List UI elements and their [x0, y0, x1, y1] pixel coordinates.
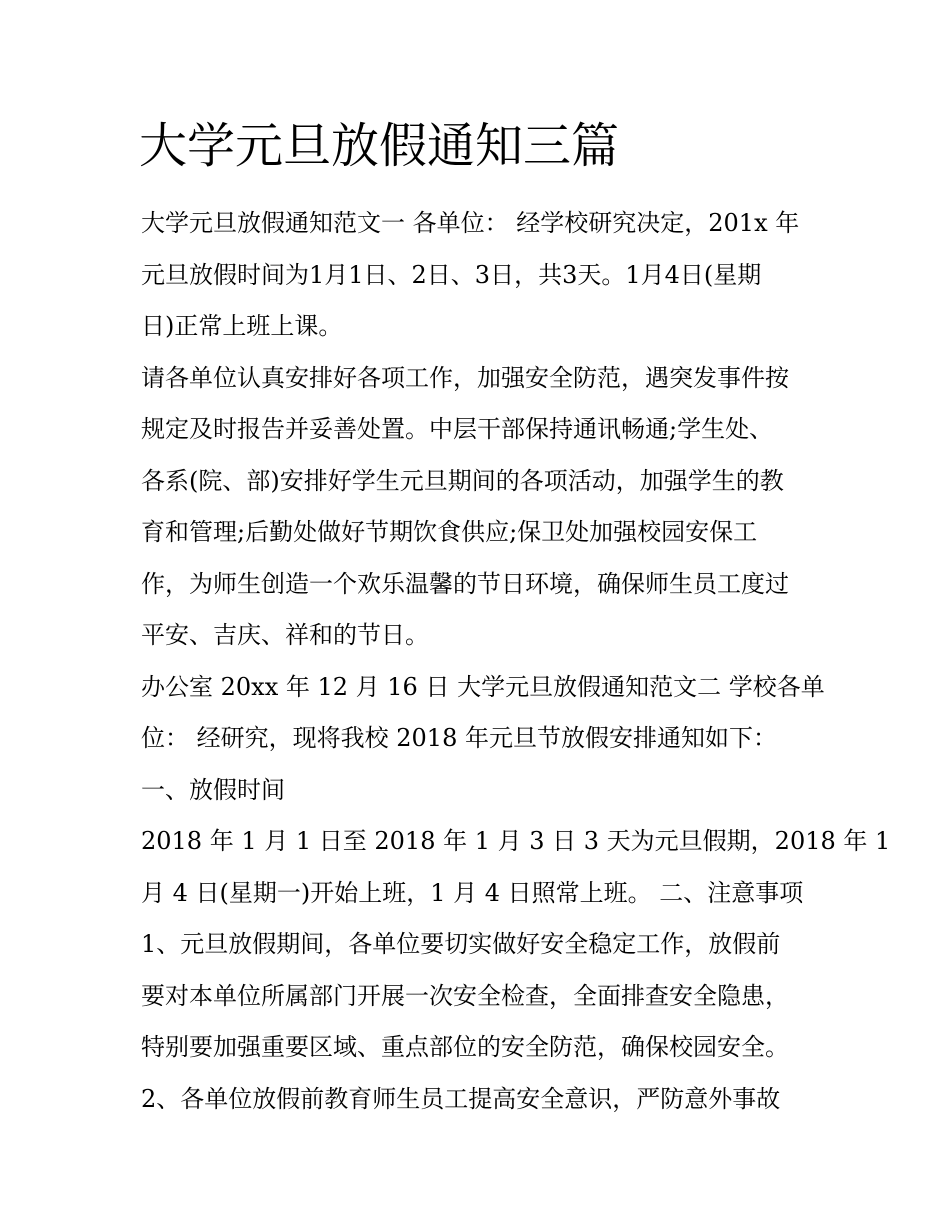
text-line: 各系(院、部)安排好学生元旦期间的各项活动，加强学生的教	[141, 466, 784, 495]
text-line: 要对本单位所属部门开展一次安全检查，全面排查安全隐患，	[141, 981, 789, 1010]
text-line: 办公室 20xx 年 12 月 16 日 大学元旦放假通知范文二 学校各单	[141, 672, 825, 701]
text-line: 元旦放假时间为1月1日、2日、3日，共3天。1月4日(星期	[141, 260, 762, 289]
text-line: 规定及时报告并妥善处置。中层干部保持通讯畅通;学生处、	[141, 415, 774, 443]
text-line: 请各单位认真安排好各项工作，加强安全防范，遇突发事件按	[141, 363, 789, 392]
text-line: 作，为师生创造一个欢乐温馨的节日环境，确保师生员工度过	[141, 569, 789, 598]
text-line: 特别要加强重要区域、重点部位的安全防范，确保校园安全。	[141, 1033, 789, 1061]
text-line: 一、放假时间	[141, 775, 285, 804]
text-line: 月 4 日(星期一)开始上班，1 月 4 日照常上班。 二、注意事项	[141, 878, 804, 907]
text-line: 1、元旦放假期间，各单位要切实做好安全稳定工作，放假前	[141, 930, 781, 958]
page-title: 大学元旦放假通知三篇	[139, 118, 620, 174]
text-line: 2、各单位放假前教育师生员工提高安全意识，严防意外事故	[141, 1084, 781, 1113]
text-line: 育和管理;后勤处做好节期饮食供应;保卫处加强校园安保工	[141, 518, 758, 546]
text-line: 大学元旦放假通知范文一 各单位： 经学校研究决定，201x 年	[141, 209, 800, 237]
text-line: 平安、吉庆、祥和的节日。	[141, 621, 429, 649]
text-line: 2018 年 1 月 1 日至 2018 年 1 月 3 日 3 天为元旦假期，2018 年 1	[141, 827, 891, 855]
document-body	[141, 198, 891, 1125]
text-line: 位： 经研究，现将我校 2018 年元旦节放假安排通知如下：	[141, 724, 777, 752]
text-line: 日)正常上班上课。	[141, 312, 343, 340]
